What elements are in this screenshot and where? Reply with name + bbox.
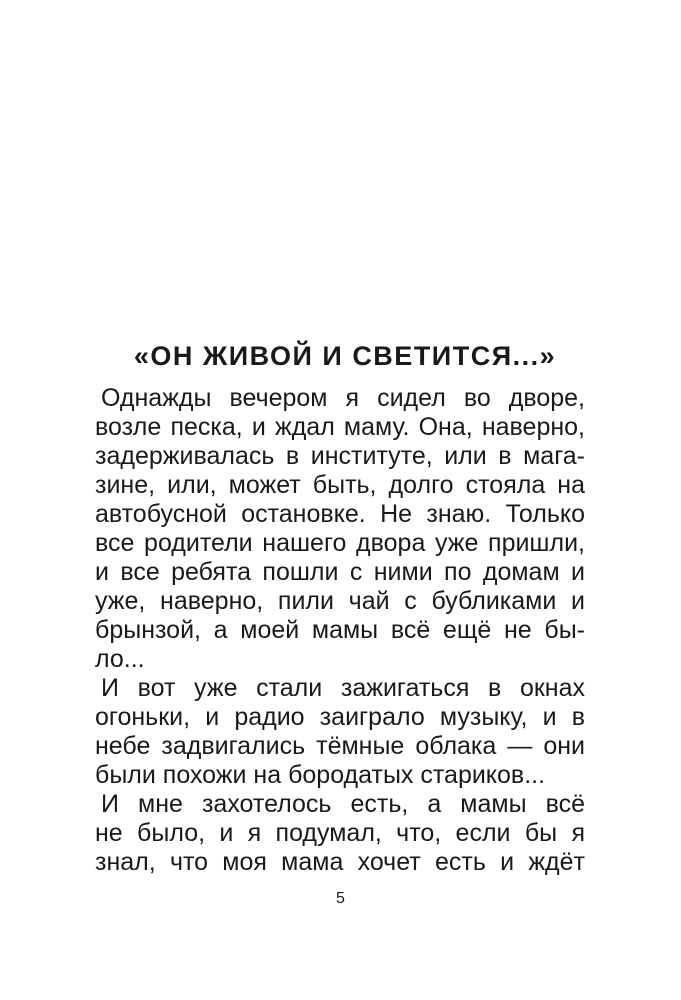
page-number: 5 <box>336 890 345 907</box>
text-line: И вот уже стали зажигаться в окнах <box>101 674 585 702</box>
text-line: брынзой, а моей мамы всё ещё не бы- <box>95 616 585 644</box>
text-line: не было, и я подумал, что, если бы я <box>95 819 585 847</box>
text-line: И мне захотелось есть, а мамы всё <box>101 790 585 818</box>
text-line: задерживалась в институте, или в мага- <box>95 442 585 470</box>
text-line: возле песка, и ждал маму. Она, наверно, <box>95 413 585 441</box>
chapter-title: «ОН ЖИВОЙ И СВЕТИТСЯ...» <box>133 341 557 371</box>
text-line: Однажды вечером я сидел во дворе, <box>101 384 585 412</box>
text-line: уже, наверно, пили чай с бубликами и <box>95 587 585 615</box>
text-line: небе задвигались тёмные облака — они <box>95 732 585 760</box>
text-line: были похожи на бородатых стариков... <box>95 761 546 789</box>
text-line: и все ребята пошли с ними по домам и <box>95 558 585 586</box>
text-line: огоньки, и радио заиграло музыку, и в <box>95 703 585 731</box>
text-line: знал, что моя мама хочет есть и ждёт <box>95 848 585 876</box>
text-line: все родители нашего двора уже пришли, <box>95 529 585 557</box>
text-line: зине, или, может быть, долго стояла на <box>95 471 585 499</box>
text-line: ло... <box>95 645 145 673</box>
chapter-body <box>95 384 585 877</box>
text-line: автобусной остановке. Не знаю. Только <box>95 500 585 528</box>
